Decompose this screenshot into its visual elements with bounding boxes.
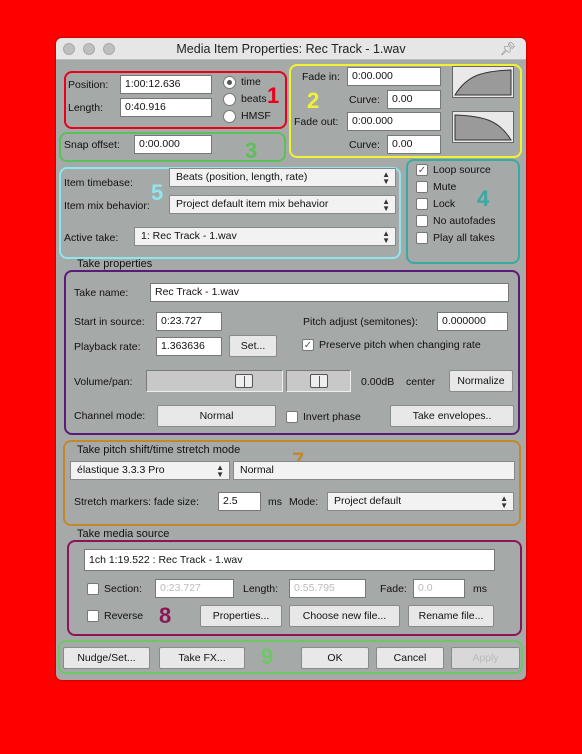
fade-in-curve-label: Curve:	[349, 94, 380, 106]
playback-rate-field[interactable]: 1.363636	[156, 337, 222, 356]
reverse-checkbox[interactable]	[87, 610, 99, 622]
pan-slider[interactable]	[286, 370, 351, 392]
stretch-markers-field[interactable]: 2.5	[218, 492, 261, 511]
cancel-button[interactable]: Cancel	[376, 647, 444, 669]
stretch-mode-value: Project default	[334, 495, 402, 507]
section-label: Section:	[104, 583, 142, 595]
normalize-button[interactable]: Normalize	[449, 370, 513, 392]
annotation-number-4: 4	[477, 186, 490, 211]
fade-in-curve-field[interactable]: 0.00	[387, 90, 441, 109]
fade-out-curve-field[interactable]: 0.00	[387, 135, 441, 154]
pitch-submode-value: Normal	[240, 464, 274, 476]
window-title: Media Item Properties: Rec Track - 1.wav	[176, 42, 406, 56]
playback-rate-label: Playback rate:	[74, 341, 141, 353]
updown-arrows-icon: ▲ ▼	[382, 197, 390, 213]
lock-checkbox[interactable]	[416, 198, 428, 210]
preserve-pitch-label: Preserve pitch when changing rate	[319, 339, 481, 351]
item-mix-value: Project default item mix behavior	[176, 198, 329, 210]
fade-out-label: Fade out:	[294, 116, 339, 128]
hmsf-radio-label: HMSF	[241, 110, 271, 122]
length-field[interactable]: 0:40.916	[120, 98, 212, 117]
annotation-number-5: 5	[151, 180, 164, 205]
source-fade-label: Fade:	[380, 583, 407, 595]
updown-arrows-icon: ▲ ▼	[382, 229, 390, 245]
stretch-markers-label: Stretch markers: fade size:	[74, 496, 199, 508]
item-timebase-label: Item timebase:	[64, 177, 133, 189]
section-checkbox[interactable]	[87, 583, 99, 595]
item-timebase-value: Beats (position, length, rate)	[176, 171, 308, 183]
volume-slider-handle[interactable]	[235, 374, 253, 388]
media-source-field[interactable]: 1ch 1:19.522 : Rec Track - 1.wav	[84, 549, 495, 571]
beats-radio-label: beats	[241, 93, 267, 105]
annotation-number-3: 3	[245, 138, 258, 163]
volume-slider[interactable]	[146, 370, 283, 392]
apply-button[interactable]: Apply	[451, 647, 520, 669]
take-name-label: Take name:	[74, 287, 129, 299]
source-length-label: Length:	[243, 583, 279, 595]
annotation-number-1: 1	[267, 83, 280, 108]
play-all-takes-label: Play all takes	[433, 232, 495, 244]
position-label: Position:	[68, 79, 109, 91]
rename-file-button[interactable]: Rename file...	[408, 605, 494, 627]
invert-phase-checkbox[interactable]	[286, 411, 298, 423]
hmsf-radio[interactable]	[223, 110, 236, 123]
pitch-adjust-label: Pitch adjust (semitones):	[303, 316, 418, 328]
channel-mode-label: Channel mode:	[74, 410, 146, 422]
title-bar	[56, 38, 526, 60]
properties-window	[56, 38, 526, 680]
fade-in-curve-icon	[453, 67, 513, 97]
pin-icon[interactable]: 📌︎	[499, 41, 516, 56]
pitch-submode-select[interactable]	[233, 461, 515, 480]
pitch-algorithm-value: élastique 3.3.3 Pro	[77, 464, 165, 476]
annotation-number-2: 2	[307, 88, 320, 113]
fade-in-field[interactable]: 0:00.000	[347, 67, 441, 86]
fade-out-shape-button[interactable]	[452, 111, 514, 143]
stretch-mode-label: Mode:	[289, 496, 319, 508]
updown-arrows-icon: ▲ ▼	[382, 170, 390, 186]
stretch-mode-select[interactable]	[327, 492, 514, 511]
time-radio-label: time	[241, 76, 261, 88]
invert-phase-label: Invert phase	[303, 411, 361, 423]
lock-label: Lock	[433, 198, 456, 210]
volume-readout: 0.00dB	[361, 376, 395, 388]
reverse-label: Reverse	[104, 610, 144, 622]
fade-out-curve-icon	[453, 112, 513, 142]
take-envelopes-button[interactable]: Take envelopes..	[390, 405, 514, 427]
no-autofades-checkbox[interactable]	[416, 215, 428, 227]
volume-pan-label: Volume/pan:	[74, 376, 133, 388]
active-take-select[interactable]	[134, 227, 396, 246]
pan-slider-handle[interactable]	[310, 374, 328, 388]
annotation-number-9: 9	[261, 644, 274, 669]
pitch-algorithm-select[interactable]	[70, 461, 230, 480]
beats-radio[interactable]	[223, 93, 236, 106]
section-field[interactable]: 0:23.727	[155, 579, 234, 598]
updown-arrows-icon: ▲ ▼	[500, 494, 508, 510]
source-fade-field[interactable]: 0.0	[413, 579, 465, 598]
source-length-field[interactable]: 0:55.795	[289, 579, 366, 598]
stretch-markers-unit: ms	[268, 496, 282, 508]
no-autofades-label: No autofades	[433, 215, 496, 227]
nudge-set-button[interactable]: Nudge/Set...	[63, 647, 150, 669]
source-fade-unit: ms	[473, 583, 487, 595]
choose-new-file-button[interactable]: Choose new file...	[289, 605, 400, 627]
start-in-source-field[interactable]: 0:23.727	[156, 312, 222, 331]
take-fx-button[interactable]: Take FX...	[159, 647, 245, 669]
ok-button[interactable]: OK	[301, 647, 369, 669]
updown-arrows-icon: ▲ ▼	[216, 463, 224, 479]
item-mix-label: Item mix behavior:	[64, 200, 150, 212]
take-properties-header: Take properties	[77, 258, 153, 270]
fade-out-curve-label: Curve:	[349, 139, 380, 151]
take-name-field[interactable]: Rec Track - 1.wav	[150, 283, 509, 302]
pitch-mode-header: Take pitch shift/time stretch mode	[77, 444, 241, 456]
fade-in-shape-button[interactable]	[452, 66, 514, 98]
fade-out-field[interactable]: 0:00.000	[347, 112, 441, 131]
active-take-value: 1: Rec Track - 1.wav	[141, 230, 237, 242]
start-in-source-label: Start in source:	[74, 316, 145, 328]
item-timebase-select[interactable]	[169, 168, 396, 187]
channel-mode-select[interactable]: Normal	[157, 405, 276, 427]
snap-offset-label: Snap offset:	[64, 139, 120, 151]
source-properties-button[interactable]: Properties...	[200, 605, 282, 627]
mute-checkbox[interactable]	[416, 181, 428, 193]
media-source-header: Take media source	[77, 528, 170, 540]
annotation-number-8: 8	[159, 603, 172, 628]
position-field[interactable]: 1:00:12.636	[120, 75, 212, 94]
fade-in-label: Fade in:	[302, 71, 340, 83]
mute-label: Mute	[433, 181, 457, 193]
loop-source-checkbox[interactable]: ✓	[417, 165, 427, 176]
length-label: Length:	[68, 102, 104, 114]
pitch-adjust-field[interactable]: 0.000000	[437, 312, 508, 331]
active-take-label: Active take:	[64, 232, 119, 244]
preserve-pitch-checkbox[interactable]: ✓	[303, 340, 313, 351]
play-all-takes-checkbox[interactable]	[416, 232, 428, 244]
pan-readout: center	[406, 376, 436, 388]
time-radio[interactable]	[223, 76, 236, 89]
loop-source-label: Loop source	[433, 164, 491, 176]
set-rate-button[interactable]: Set...	[229, 335, 277, 357]
snap-offset-field[interactable]: 0:00.000	[134, 135, 212, 154]
item-mix-select[interactable]	[169, 195, 396, 214]
